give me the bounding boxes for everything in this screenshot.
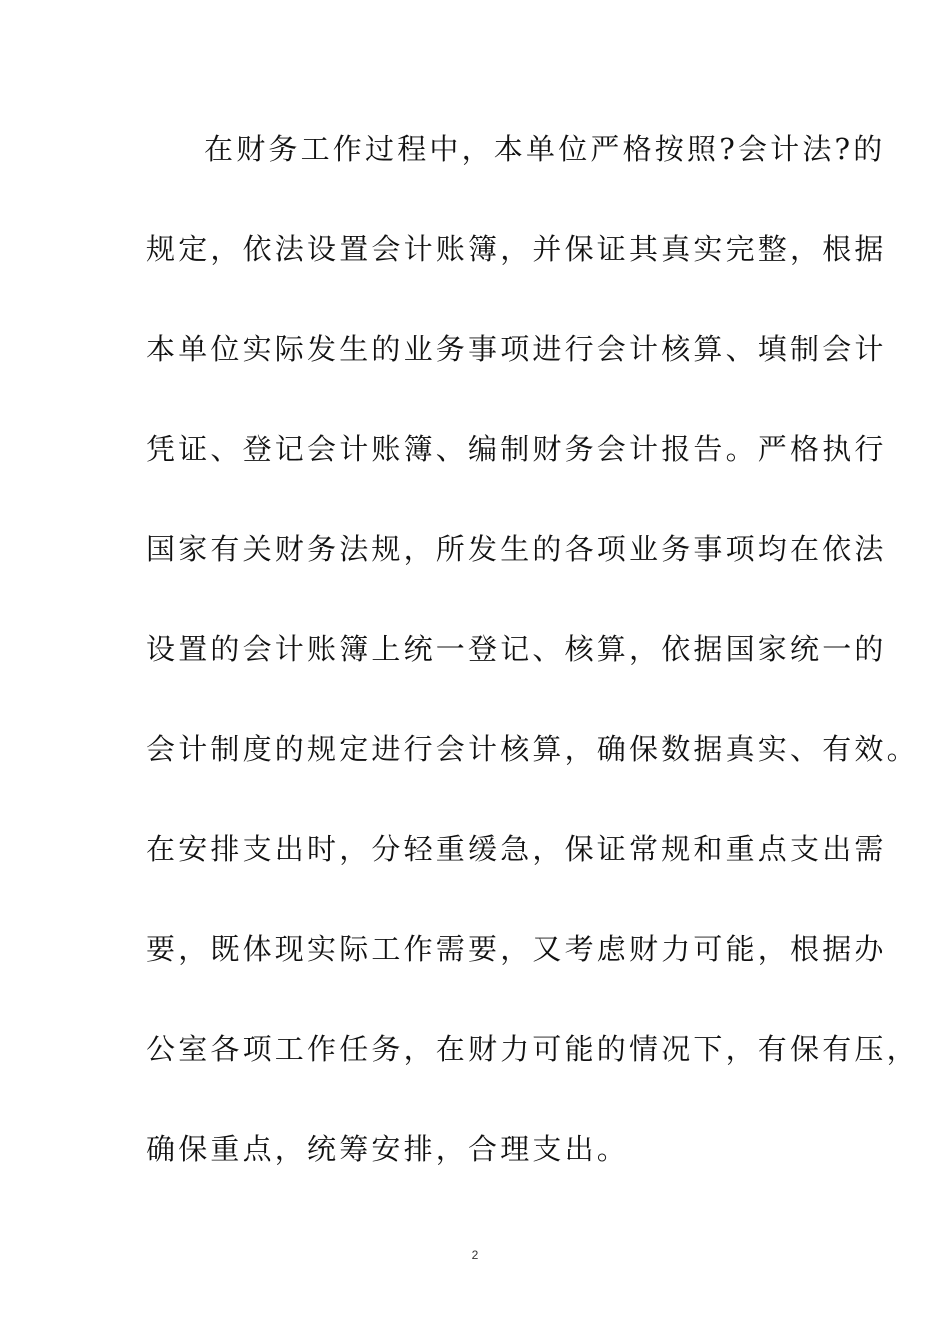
page-number: 2 (471, 1248, 479, 1262)
paragraph-line-4: 凭证、登记会计账簿、编制财务会计报告。严格执行 (146, 432, 887, 466)
paragraph-line-10: 公室各项工作任务，在财力可能的情况下，有保有压， (146, 1032, 919, 1066)
paragraph-line-7: 会计制度的规定进行会计核算，确保数据真实、有效。 (146, 732, 919, 766)
paragraph-line-6: 设置的会计账簿上统一登记、核算，依据国家统一的 (146, 632, 887, 666)
paragraph-line-1: 在财务工作过程中，本单位严格按照?会计法?的 (204, 132, 886, 166)
paragraph-line-8: 在安排支出时，分轻重缓急，保证常规和重点支出需 (146, 832, 887, 866)
paragraph-line-9: 要，既体现实际工作需要，又考虑财力可能，根据办 (146, 932, 887, 966)
paragraph-line-11: 确保重点，统筹安排，合理支出。 (146, 1132, 630, 1166)
paragraph-line-2: 规定，依法设置会计账簿，并保证其真实完整，根据 (146, 232, 887, 266)
paragraph-line-3: 本单位实际发生的业务事项进行会计核算、填制会计 (146, 332, 887, 366)
paragraph-line-5: 国家有关财务法规，所发生的各项业务事项均在依法 (146, 532, 887, 566)
